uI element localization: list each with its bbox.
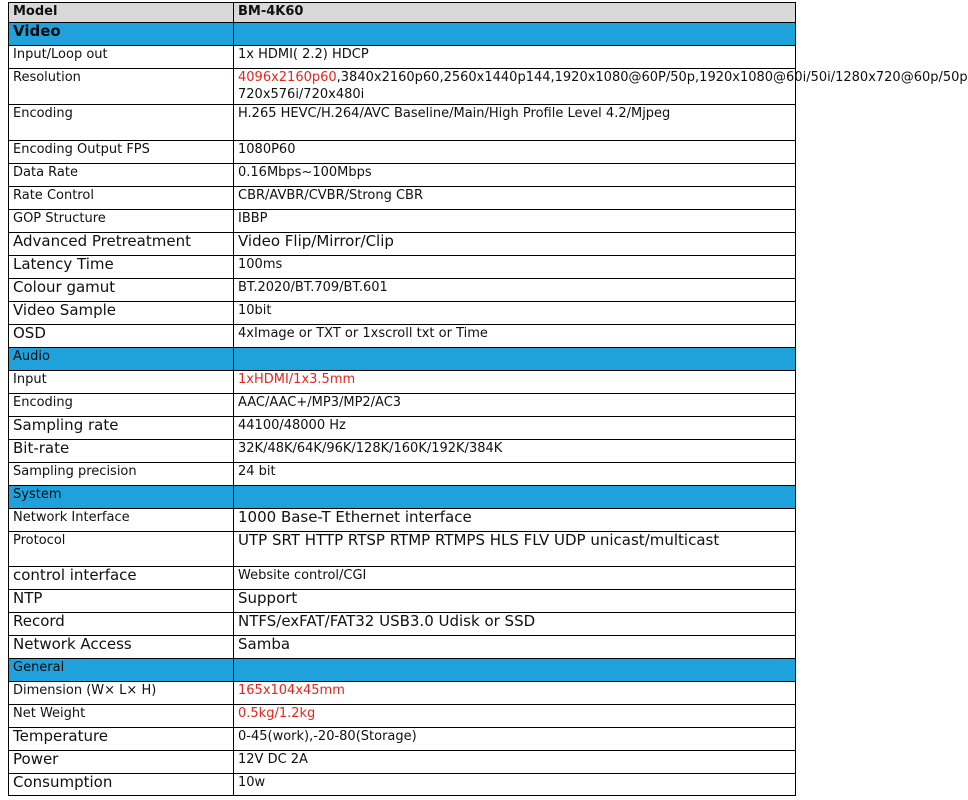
table-row (9, 256, 796, 279)
table-row (9, 682, 796, 705)
spec-value: 32K/48K/64K/96K/128K/160K/192K/384K (234, 440, 796, 463)
spec-value: 1xHDMI/1x3.5mm (234, 371, 796, 394)
spec-label: Latency Time (9, 256, 234, 279)
table-row (9, 440, 796, 463)
spec-label: Bit-rate (9, 440, 234, 463)
spec-label: Data Rate (9, 164, 234, 187)
spec-value: 12V DC 2A (234, 751, 796, 774)
spec-value: 4xImage or TXT or 1xscroll txt or Time (234, 325, 796, 348)
table-row (9, 302, 796, 325)
spec-label: Consumption (9, 774, 234, 796)
spec-value: NTFS/exFAT/FAT32 USB3.0 Udisk or SSD (234, 613, 796, 636)
table-row (9, 751, 796, 774)
spec-value: UTP SRT HTTP RTSP RTMP RTMPS HLS FLV UDP unicast/multicast (234, 532, 796, 567)
spec-label: Power (9, 751, 234, 774)
table-row (9, 187, 796, 210)
spec-label: NTP (9, 590, 234, 613)
spec-label: Colour gamut (9, 279, 234, 302)
table-row (9, 590, 796, 613)
table-row (9, 705, 796, 728)
spec-label: Sampling rate (9, 417, 234, 440)
spec-label: Rate Control (9, 187, 234, 210)
spec-value: 1x HDMI( 2.2) HDCP (234, 46, 796, 69)
spec-label: Advanced Pretreatment (9, 233, 234, 256)
table-row (9, 371, 796, 394)
table-row (9, 105, 796, 141)
spec-label: Net Weight (9, 705, 234, 728)
spec-value: 0-45(work),-20-80(Storage) (234, 728, 796, 751)
spec-label: Temperature (9, 728, 234, 751)
table-row (9, 509, 796, 532)
table-row (9, 325, 796, 348)
spec-value: BT.2020/BT.709/BT.601 (234, 279, 796, 302)
spec-value: 24 bit (234, 463, 796, 486)
spec-value: IBBP (234, 210, 796, 233)
table-row (9, 613, 796, 636)
table-row (9, 636, 796, 659)
spec-value: AAC/AAC+/MP3/MP2/AC3 (234, 394, 796, 417)
table-row (9, 210, 796, 233)
spec-value: CBR/AVBR/CVBR/Strong CBR (234, 187, 796, 210)
spec-value: Support (234, 590, 796, 613)
spec-label: Sampling precision (9, 463, 234, 486)
resolution-highlight: 4096x2160p60 (238, 70, 337, 85)
spec-label: Network Access (9, 636, 234, 659)
spec-value: 10bit (234, 302, 796, 325)
spec-label: Encoding Output FPS (9, 141, 234, 164)
spec-label: Dimension (W× L× H) (9, 682, 234, 705)
spec-label: Input (9, 371, 234, 394)
spec-label: control interface (9, 567, 234, 590)
table-row (9, 394, 796, 417)
spec-value: Samba (234, 636, 796, 659)
spec-value: Website control/CGI (234, 567, 796, 590)
resolution-rest: ,3840x2160p60,2560x1440p144,1920x1080@60P/50p,1920x1080@60i/50i/1280x720@60p/50p 720x576i/720x480i (238, 70, 968, 102)
spec-value: 0.16Mbps~100Mbps (234, 164, 796, 187)
section-title-audio: Audio (9, 348, 234, 371)
spec-label: Encoding (9, 394, 234, 417)
spec-value: 165x104x45mm (234, 682, 796, 705)
section-audio (9, 348, 796, 371)
section-general (9, 659, 796, 682)
spec-label: Video Sample (9, 302, 234, 325)
section-title-video: Video (9, 23, 234, 46)
table-row (9, 463, 796, 486)
spec-value: H.265 HEVC/H.264/AVC Baseline/Main/High Profile Level 4.2/Mjpeg (234, 105, 796, 141)
table-row (9, 46, 796, 69)
spec-value: 44100/48000 Hz (234, 417, 796, 440)
spec-value: 100ms (234, 256, 796, 279)
spec-label: Input/Loop out (9, 46, 234, 69)
table-row (9, 417, 796, 440)
table-row (9, 532, 796, 567)
spec-value: 1000 Base-T Ethernet interface (234, 509, 796, 532)
model-label: Model (9, 3, 234, 23)
table-row (9, 69, 796, 105)
spec-value: 10w (234, 774, 796, 796)
spec-label: Protocol (9, 532, 234, 567)
table-row (9, 164, 796, 187)
spec-label: GOP Structure (9, 210, 234, 233)
table-row (9, 141, 796, 164)
spec-label: OSD (9, 325, 234, 348)
table-row (9, 567, 796, 590)
table-row (9, 728, 796, 751)
section-title-system: System (9, 486, 234, 509)
section-system (9, 486, 796, 509)
table-row (9, 774, 796, 796)
spec-table (8, 2, 968, 796)
spec-label: Encoding (9, 105, 234, 141)
spec-label: Record (9, 613, 234, 636)
spec-label: Resolution (9, 69, 234, 105)
header-row (9, 3, 796, 23)
section-video (9, 23, 796, 46)
spec-value: 0.5kg/1.2kg (234, 705, 796, 728)
spec-value: Video Flip/Mirror/Clip (234, 233, 796, 256)
spec-value: 1080P60 (234, 141, 796, 164)
spec-value (234, 69, 968, 105)
table-row (9, 279, 796, 302)
spec-label: Network Interface (9, 509, 234, 532)
table-row (9, 233, 796, 256)
section-title-general: General (9, 659, 234, 682)
model-value: BM-4K60 (234, 3, 796, 23)
